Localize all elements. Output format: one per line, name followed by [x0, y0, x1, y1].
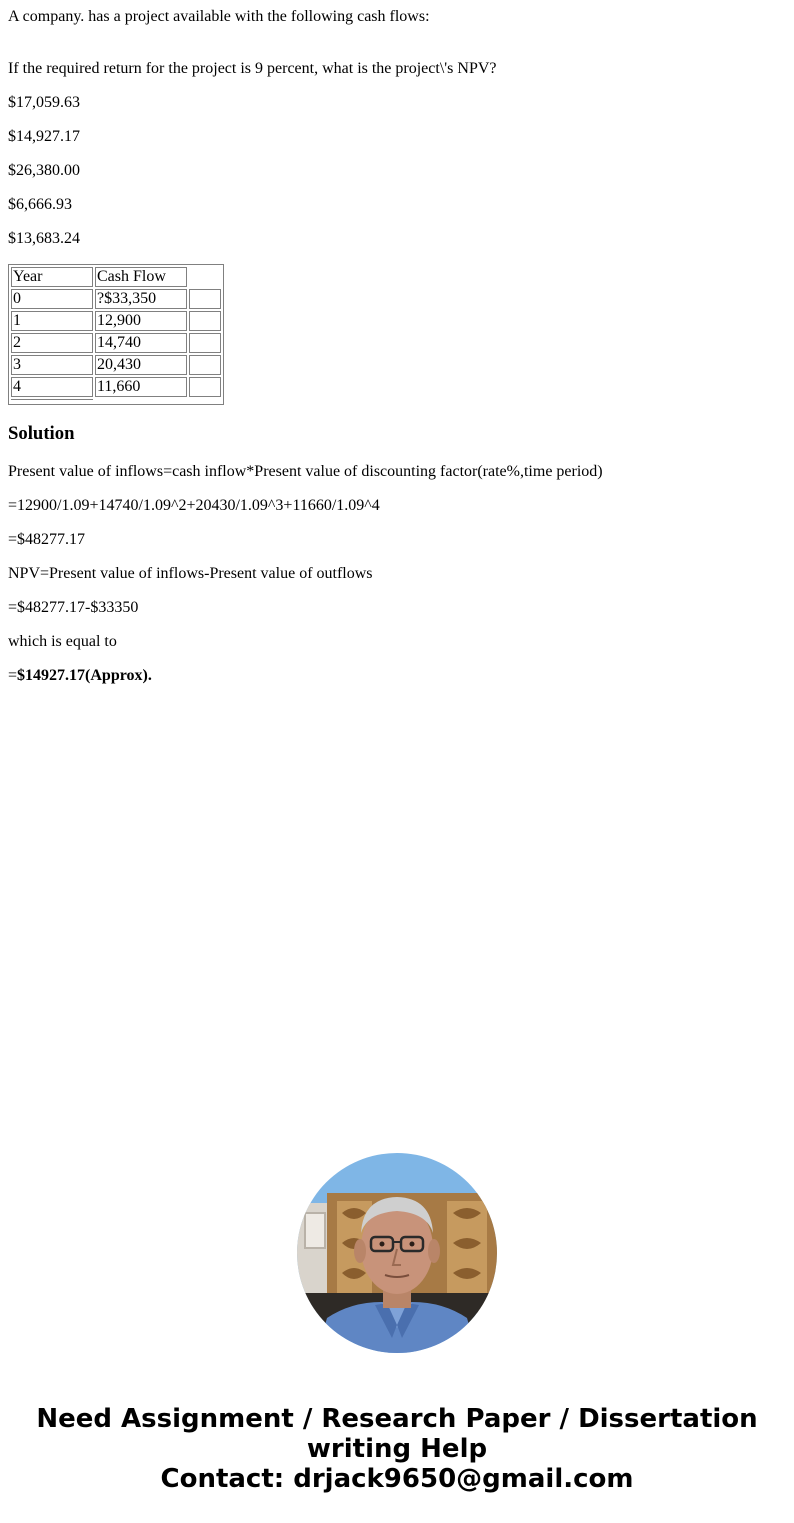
empty-cell — [11, 399, 93, 402]
solution-line: Present value of inflows=cash inflow*Present value of discounting factor(rate%,time period) — [8, 463, 603, 480]
solution-line: =$48277.17 — [8, 531, 86, 548]
cell-year: 1 — [11, 311, 93, 331]
cell-empty — [189, 311, 221, 331]
cell-year: 0 — [11, 289, 93, 309]
table-header-row — [11, 267, 221, 287]
answer-option: $14,927.17 — [8, 128, 80, 145]
cell-empty — [189, 377, 221, 397]
table-row — [11, 289, 221, 309]
question-intro: A company. has a project available with the following cash flows: — [8, 8, 430, 25]
contact-line: Contact: drjack9650@gmail.com — [160, 1464, 634, 1494]
answer-option: $6,666.93 — [8, 196, 72, 213]
table-empty-row — [11, 399, 221, 402]
cell-empty — [189, 289, 221, 309]
header-year: Year — [11, 267, 93, 287]
final-answer-prefix: = — [8, 667, 18, 684]
final-answer: $14927.17(Approx). — [17, 667, 152, 684]
question-prompt: If the required return for the project is 9 percent, what is the project\'s NPV? — [8, 60, 497, 77]
header-cash-flow: Cash Flow — [95, 267, 187, 287]
answer-option: $26,380.00 — [8, 162, 80, 179]
cell-year: 4 — [11, 377, 93, 397]
table-row — [11, 355, 221, 375]
table-row — [11, 333, 221, 353]
promo-line: Need Assignment / Research Paper / Dissertation — [36, 1404, 758, 1434]
cash-flow-table — [8, 264, 224, 405]
promo-banner — [0, 1404, 794, 1494]
cell-cash-flow: 11,660 — [95, 377, 187, 397]
table-row — [11, 311, 221, 331]
solution-line: which is equal to — [8, 633, 117, 650]
portrait-image — [297, 1153, 497, 1353]
answer-option: $17,059.63 — [8, 94, 80, 111]
promo-line: writing Help — [306, 1434, 488, 1464]
cell-cash-flow: 20,430 — [95, 355, 187, 375]
header-empty-cell — [189, 267, 221, 287]
final-answer-line — [8, 667, 152, 685]
solution-line: =$48277.17-$33350 — [8, 599, 139, 616]
cell-cash-flow: 14,740 — [95, 333, 187, 353]
cell-year: 2 — [11, 333, 93, 353]
solution-line: NPV=Present value of inflows-Present value of outflows — [8, 565, 373, 582]
cell-empty — [189, 333, 221, 353]
cell-year: 3 — [11, 355, 93, 375]
empty-cell — [95, 399, 187, 402]
answer-option: $13,683.24 — [8, 230, 80, 247]
solution-heading: Solution — [8, 423, 75, 444]
cell-cash-flow: 12,900 — [95, 311, 187, 331]
author-photo — [297, 1153, 497, 1353]
cell-cash-flow: ?$33,350 — [95, 289, 187, 309]
cell-empty — [189, 355, 221, 375]
table-row — [11, 377, 221, 397]
solution-line: =12900/1.09+14740/1.09^2+20430/1.09^3+11660/1.09^4 — [8, 497, 380, 514]
empty-cell — [189, 399, 221, 402]
